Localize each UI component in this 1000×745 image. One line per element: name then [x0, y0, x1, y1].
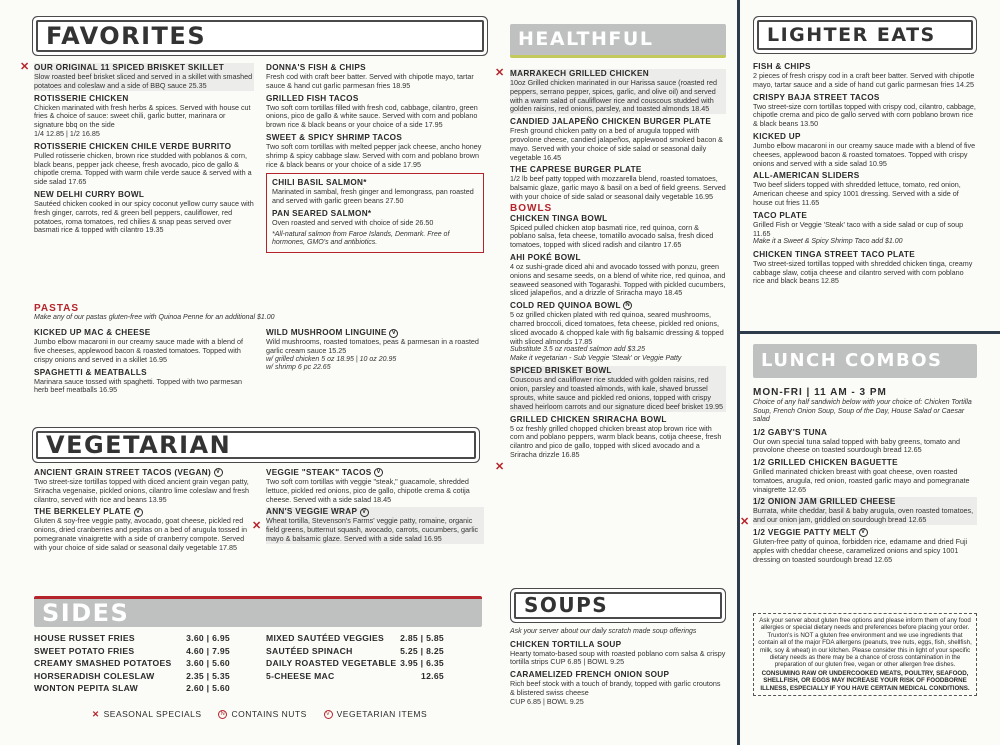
- menu-item: ALL-AMERICAN SLIDERS Two beef sliders topped with shredded lettuce, tomato, red onion, American cheese and spicy 1001 dressing. Served with a side of house cut fries 11.65: [753, 171, 961, 207]
- menu-item: THE CAPRESE BURGER PLATE 1/2 lb beef patty topped with mozzarella blend, roasted tomatoes, balsamic glaze, garlic mayo & basil on a bed of field greens. Served with your choice of side salad or seasonal daily vegetable 16.95: [510, 165, 726, 201]
- favorites-col1: [34, 63, 254, 238]
- lunch-header: [753, 344, 977, 378]
- side-row: SAUTÉED SPINACH 5.25 | 8.25: [266, 645, 444, 656]
- menu-item: WILD MUSHROOM LINGUINE V Wild mushrooms, roasted tomatoes, peas & parmesan in a roasted garlic cream sauce 15.25 w/ grilled chicken 5 oz 18.95 | 10 oz 20.95 w/ shrimp 6 pc 22.65: [266, 328, 479, 372]
- section-divider: [740, 331, 1000, 334]
- side-row: HORSERADISH COLESLAW 2.35 | 5.35: [34, 670, 230, 681]
- lighter-title: LIGHTER EATS: [767, 23, 936, 46]
- seasonal-mark-icon: ✕: [740, 516, 750, 528]
- menu-item: 1/2 GRILLED CHICKEN BAGUETTE Grilled marinated chicken breast with goat cheese, oven roasted tomatoes, arugula, red onion, roasted garlic mayo and pomegranate vinaigrette 12.65: [753, 458, 970, 494]
- menu-item: CRISPY BAJA STREET TACOS Two street-size corn tortillas topped with crispy cod, cilantro, cabbage, chipotle crema and pico de gallo served with corn poblano brown rice & black beans 13.50: [753, 92, 976, 129]
- healthful-title: HEALTHFUL: [518, 28, 654, 51]
- menu-item: 1/2 GABY'S TUNA Our own special tuna salad topped with baby greens, tomato and provolone cheese on toasted sourdough bread 12.65: [753, 427, 960, 455]
- menu-item: MARRAKECH GRILLED CHICKEN 10oz Grilled chicken marinated in our Harissa sauce (roasted red peppers, serrano pepper, spices, garlic, and olive oil) and served with a warm salad of cauliflower rice and couscous studded with golden raisins, red onions, parsley, and toasted almonds 18.45: [510, 69, 726, 114]
- menu-item: PAN SEARED SALMON* Oven roasted and served with choice of side 26.50: [272, 208, 434, 227]
- vegetarian-icon: V: [389, 329, 398, 338]
- menu-item: GRILLED FISH TACOS Two soft corn tortillas filled with fresh cod, cabbage, cilantro, green onions, pico de gallo & white sauce. Served with corn and poblano brown rice & black beans or your choice of a side 17.95: [266, 93, 478, 130]
- salmon-box: [266, 173, 484, 252]
- soups-note: Ask your server about our daily scratch made soup offerings: [510, 628, 697, 635]
- side-row: SWEET POTATO FRIES 4.60 | 7.95: [34, 645, 230, 656]
- lunch-hours: MON-FRI | 11 AM - 3 PM: [753, 387, 887, 398]
- nuts-icon: N: [623, 301, 632, 310]
- salmon-note: *All-natural salmon from Faroe Islands, Denmark. Free of hormones, GMO's and antibiotics.: [272, 230, 450, 247]
- legend: ✕ SEASONAL SPECIALS N CONTAINS NUTS V VEGETARIAN ITEMS: [92, 709, 428, 719]
- menu-item: SPAGHETTI & MEATBALLS Marinara sauce tossed with spaghetti. Topped with two parmesan herb beef meatballs 16.95: [34, 367, 243, 395]
- seasonal-mark-icon: ✕: [92, 709, 100, 719]
- vegetarian-icon: V: [134, 508, 143, 517]
- favorites-header: [36, 20, 484, 52]
- pastas-section: [34, 305, 484, 398]
- menu-item: SWEET & SPICY SHRIMP TACOS Two soft corn tortillas with melted pepper jack cheese, ancho honey shrimp & spicy cabbage slaw. Served with corn and poblano brown rice & black beans or your choice of a side 17.95: [266, 132, 482, 169]
- menu-item: ROTISSERIE CHICKEN CHILE VERDE BURRITO Pulled rotisserie chicken, brown rice studded with poblanos & corn, black beans, pepper jack cheese, fresh avocado, pico de gallo & chipotle crema. Topped with warm chile verde sauce & served with a side salad 17.65: [34, 141, 252, 187]
- menu-item: TACO PLATE Grilled Fish or Veggie 'Steak' taco with a side salad or cup of soup 11.65 Make it a Sweet & Spicy Shrimp Taco add $1.00: [753, 210, 964, 246]
- vegetarian-col2: [266, 468, 484, 547]
- allergy-text: Ask your server about gluten free options and please inform them of any food allergies or special dietary needs and preferences before placing your order. Truxton's is NOT a gluten free environment and we use ingredients that contain all of the major FDA allergens (peanuts, tree nuts, eggs, fish, shellfish, milk, soy & wheat) in our kitchen. Please consider this in light of your specific dietary needs as there may be a chance of cross contamination in the preparation of our gluten free, vegan or other allergen free dishes.: [758, 617, 972, 669]
- pastas-note: Make any of our pastas gluten-free with Quinoa Penne for an additional $1.00: [34, 313, 275, 321]
- lighter-col: [753, 62, 977, 289]
- menu-item: 1/2 VEGGIE PATTY MELT V Gluten-free patty of quinoa, forbidden rice, edamame and dried Fuji apples with cheddar cheese, caramelized onions and spicy 1001 dressing on toasted sourdough bread 12.65: [753, 528, 968, 564]
- menu-item: KICKED UP MAC & CHEESE Jumbo elbow macaroni in our creamy sauce made with a blend of five cheeses, applewood bacon & roasted tomatoes. Topped with crispy onions and served in a skillet 16.95: [34, 328, 243, 364]
- menu-item: ANN'S VEGGIE WRAP V Wheat tortilla, Stevenson's Farms' veggie patty, romaine, organic field greens, butternut squash, avocado, carrots, cucumbers, garlic mayo & balsamic glaze. Served with a side salad 16.95: [266, 507, 484, 543]
- bowls-title: BOWLS: [510, 202, 553, 214]
- menu-item: ANCIENT GRAIN STREET TACOS (VEGAN) V Two street-size tortillas topped with diced ancient grain vegan patty, Sriracha vegenaise, pickled onions, cilantro lime coleslaw and fresh cilantro, served with rice and beans 13.95: [34, 468, 249, 504]
- sides-title: SIDES: [42, 598, 130, 627]
- menu-item: CHICKEN TINGA STREET TACO PLATE Two street-sized tortillas topped with shredded chicken tinga, creamy cabbage slaw, cotija cheese and cilantro served with corn poblano rice and black beans 12.85: [753, 249, 973, 286]
- soups-title: SOUPS: [524, 593, 609, 618]
- side-row: 5-CHEESE MAC 12.65: [266, 670, 444, 681]
- healthful-header: [510, 24, 726, 58]
- menu-item: CHICKEN TORTILLA SOUP Hearty tomato-based soup with roasted poblano corn salsa & crispy tortilla strips CUP 6.85 | BOWL 9.25: [510, 639, 726, 667]
- favorites-col2: [266, 63, 484, 253]
- vegetarian-icon: V: [374, 468, 383, 477]
- side-row: HOUSE RUSSET FRIES 3.60 | 6.95: [34, 633, 230, 643]
- soups-header: [514, 592, 722, 619]
- menu-item: CHILI BASIL SALMON* Marinated in sambal, fresh ginger and lemongrass, pan roasted and served with garlic green beans 27.50: [272, 178, 474, 206]
- seasonal-mark-icon: ✕: [20, 61, 30, 73]
- favorites-title: FAVORITES: [46, 21, 207, 50]
- vegetarian-icon: V: [324, 710, 333, 719]
- lunch-note: Choice of any half sandwich below with your choice of: Chicken Tortilla Soup, French Onion Soup, Soup of the Day, House Salad or Caesar salad: [753, 399, 972, 423]
- seasonal-mark-icon: ✕: [495, 461, 505, 473]
- warning-text: CONSUMING RAW OR UNDERCOOKED MEATS, POULTRY, SEAFOOD, SHELLFISH, OR EGGS MAY INCREASE YOUR RISK OF FOODBORNE ILLNESS, ESPECIALLY IF YOU HAVE CERTAIN MEDICAL CONDITIONS.: [760, 669, 970, 692]
- soups-col: [510, 628, 726, 709]
- menu-item: FISH & CHIPS 2 pieces of fresh crispy cod in a craft beer batter. Served with chipotle mayo, tartar sauce and a side of hand cut garlic parmesan fries 14.25: [753, 62, 975, 89]
- nuts-icon: N: [218, 710, 227, 719]
- vegetarian-icon: V: [859, 528, 868, 537]
- vegetarian-title: VEGETARIAN: [46, 430, 232, 459]
- menu-item: CANDIED JALAPEÑO CHICKEN BURGER PLATE Fresh ground chicken patty on a bed of arugula topped with provolone cheese, candied jalapeños, applewood smoked bacon & mayo. Served with your choice of side salad or seasonal daily vegetable 16.45: [510, 117, 723, 162]
- lighter-header: [757, 20, 973, 50]
- menu-item: THE BERKELEY PLATE V Gluten & soy-free veggie patty, avocado, goat cheese, pickled red onions, dried cranberries and pepitas on a bed of arugula tossed in pomegranate vinaigrette with a side of cranberry compote. Served with your choice of side salad or seasonal daily vegetable 17.85: [34, 507, 247, 552]
- menu-item: GRILLED CHICKEN SRIRACHA BOWL 5 oz freshly grilled chopped chicken breast atop brown rice with corn and poblano peppers, warm black beans, cotija cheese, fresh cilantro and pico de gallo, topped with sliced avocado and a Sriracha drizzle 16.85: [510, 414, 722, 459]
- seasonal-mark-icon: ✕: [495, 67, 505, 79]
- menu-item: KICKED UP Jumbo elbow macaroni in our creamy sauce made with a blend of five cheeses, applewood bacon & roasted tomatoes. Topped with crispy onions and served with a side salad 10.95: [753, 131, 976, 168]
- sides-left: [34, 632, 230, 695]
- menu-item: NEW DELHI CURRY BOWL Sautéed chicken cooked in our spicy coconut yellow curry sauce with fresh ginger, carrots, red & green bell peppers, cauliflower, red potatoes, roma tomatoes, red chilies & snap peas served over basmati rice & topped with cilantro 19.35: [34, 189, 254, 235]
- menu-item: SPICED BRISKET BOWL Couscous and cauliflower rice studded with golden raisins, red onion, parsley and toasted almonds, with kale, shaved brussel sprouts, white sauce and pickled red onions, topped with crispy shaved heirloom carrots and our signature diced beef brisket 19.95: [510, 366, 726, 411]
- menu-item: VEGGIE "STEAK" TACOS V Two soft corn tortillas with veggie "steak," guacamole, shredded lettuce, pickled red onions, pico de gallo, chipotle crema & cotija cheese. Served with a side salad 18.45: [266, 468, 470, 504]
- healthful-col: [510, 69, 726, 463]
- menu-item: DONNA'S FISH & CHIPS Fresh cod with craft beer batter. Served with chipotle mayo, tartar sauce & hand cut garlic parmesan fries 18.95: [266, 63, 474, 90]
- vegetarian-col1: [34, 468, 252, 556]
- vegetarian-icon: V: [214, 468, 223, 477]
- menu-item: AHI POKÉ BOWL 4 oz sushi-grade diced ahi and avocado tossed with ponzu, green onions and sesame seeds, on a blend of white rice, red quinoa, and seaweed seasoned with Togarashi. Topped with pickled cucumbers, sliced jalapeños, and a drizzle of Sriracha mayo 18.45: [510, 252, 726, 298]
- column-divider: [737, 0, 740, 745]
- vegetarian-icon: V: [360, 508, 369, 517]
- allergy-box: [753, 613, 977, 696]
- side-row: CREAMY SMASHED POTATOES 3.60 | 5.60: [34, 658, 230, 669]
- menu-item: ROTISSERIE CHICKEN Chicken marinated with fresh herbs & spices. Served with house cut fries & choice of sauce: sweet chili, garlic butter, marinara or signature bbq on the side 1/4 12.85 | 1/2 16.85: [34, 93, 251, 138]
- menu-item: COLD RED QUINOA BOWL N 5 oz grilled chicken plated with red quinoa, seared mushrooms, charred broccoli, diced tomatoes, feta cheese, pickled red onions, sliced avocado & chopped kale with fig balsamic dressing & topped with sliced almonds 17.85 Substitute 3.5 oz roasted salmon add $3.25 Make it vegetarian - Sub Veggie 'Steak' or Veggie Patty: [510, 301, 724, 362]
- sides-right: [266, 632, 444, 682]
- pastas-title: PASTAS: [34, 303, 80, 314]
- lunch-col: [753, 386, 977, 567]
- menu-item: CHICKEN TINGA BOWL Spiced pulled chicken atop basmati rice, red quinoa, corn & poblano salsa, feta cheese, tomatillo avocado salsa, fresh diced tomatoes, topped with sliced radish and cilantro 17.65: [510, 213, 714, 250]
- vegetarian-header: [36, 431, 476, 459]
- side-row: WONTON PEPITA SLAW 2.60 | 5.60: [34, 683, 230, 694]
- side-row: DAILY ROASTED VEGETABLE 3.95 | 6.35: [266, 658, 444, 669]
- sides-header: [34, 596, 482, 627]
- seasonal-mark-icon: ✕: [252, 520, 262, 532]
- menu-item: OUR ORIGINAL 11 SPICED BRISKET SKILLET Slow roasted beef brisket sliced and served in a skillet with smashed potatoes and coleslaw and a side of BBQ sauce 25.35: [34, 63, 253, 90]
- menu-item: 1/2 ONION JAM GRILLED CHEESE Burrata, white cheddar, basil & baby arugula, oven roasted tomatoes, and our onion jam, griddled on sourdough bread 12.65: [753, 497, 977, 525]
- lunch-title: LUNCH COMBOS: [761, 349, 943, 371]
- menu-item: CARAMELIZED FRENCH ONION SOUP Rich beef stock with a touch of brandy, topped with garlic croutons & blistered swiss cheese CUP 6.85 | BOWL 9.25: [510, 670, 721, 706]
- side-row: MIXED SAUTÉED VEGGIES 2.85 | 5.85: [266, 633, 444, 643]
